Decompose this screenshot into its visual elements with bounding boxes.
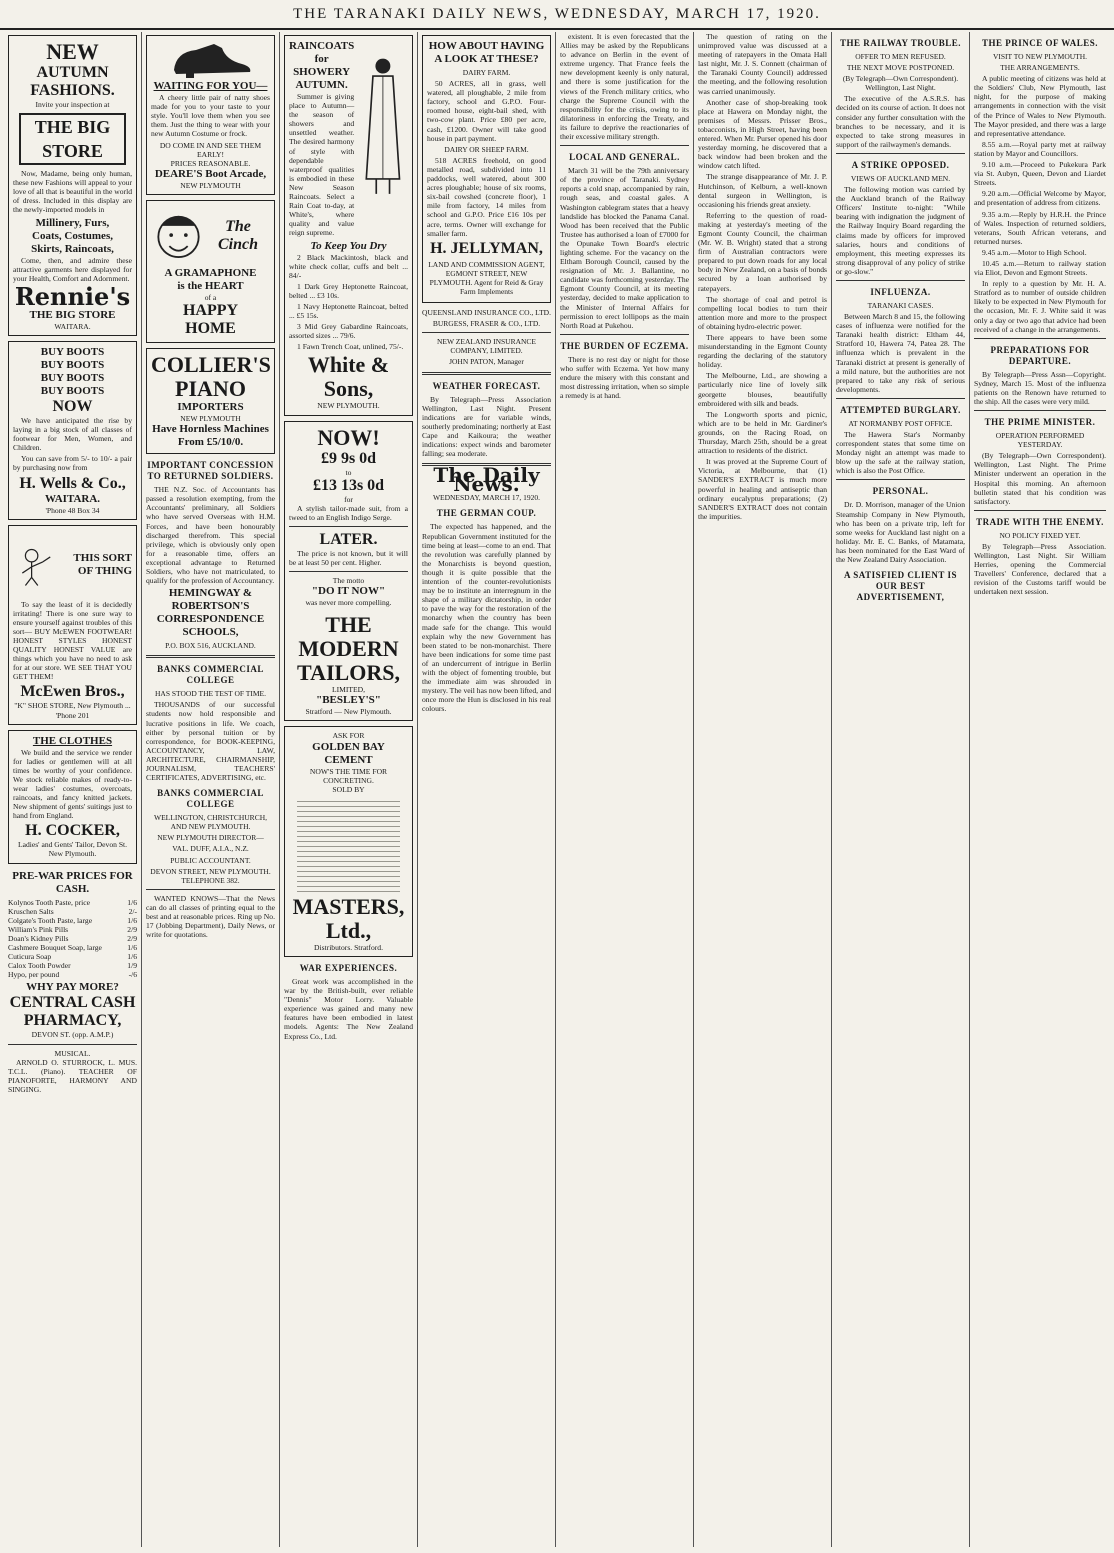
buy-line-2: BUY BOOTS [40, 358, 105, 371]
column-8 [970, 32, 1110, 1547]
modern-tailors-name: THE MODERN TAILORS, [297, 612, 400, 686]
price-row: Kolynos Tooth Paste, price 1/6 [8, 897, 137, 907]
prince-sub-1: VISIT TO NEW PLYMOUTH. [992, 52, 1088, 61]
deares-ad [146, 35, 275, 195]
modern-limited: LIMITED, [331, 685, 366, 695]
gramophone-ad: The Cinch A GRAMAPHONE is the HEART of a HAPPY HOME [146, 200, 275, 343]
weather-body: By Telegraph—Press Association Wellington, Last Night. Present indications are for variable winds, southerly predominating; northerly at East Cape and Kaikoura; the weather indications: expect winds and barometer falling; sea moderate. [422, 394, 551, 459]
price-low: £9 9s 0d [320, 449, 377, 467]
wells-ad [8, 341, 137, 520]
colliers-importers: IMPORTERS [177, 401, 244, 414]
waiting-heading: WAITING FOR YOU— [153, 80, 268, 93]
dry-item: 3 Mid Grey Gabardine Raincoats, assorted sizes ... 79/6. [289, 322, 408, 341]
thing-heading: THIS SORT OF THING [73, 551, 132, 577]
big-store-logo: THE BIG STORE [19, 113, 126, 165]
prewar-heading: PRE-WAR PRICES FOR CASH. [12, 869, 133, 895]
news-paragraph: The Longworth sports and picnic, which are to be held in Mr. Gardiner's grounds, on the Racing Road, on Thursday, March 25th, should be a great attraction to residents of the district. [698, 409, 827, 456]
satisfied-client: A SATISFIED CLIENT IS OUR BEST ADVERTISEMENT, [844, 570, 957, 603]
prime-minister-sub: OPERATION PERFORMED YESTERDAY. [995, 431, 1085, 450]
clothes-body: We build and the service we render for ladies or gentlemen will at all times be worthy of your confidence. We stock reliable makes of ready-to-wear ladies' costumes, overcoats, raincoats, and fancy knitted jackets. New shipment of gents' suitings just to hand from England. [13, 747, 132, 821]
ad-heading-fashions: FASHIONS. [30, 82, 115, 99]
banks-stood: HAS STOOD THE TEST OF TIME. [155, 689, 266, 699]
gramophone-home: HOME [185, 320, 236, 338]
burglary-body: The Hawera Star's Normanby correspondent states that some time on Monday night an attempt was made to blow up the safe at the railway station, which is also the Post Office. [836, 430, 965, 476]
cocker-ad [8, 730, 137, 864]
gramophone-line-2: is the HEART [177, 279, 244, 292]
price-row: Doan's Kidney Pills 2/9 [8, 933, 137, 943]
programme-item: 9.45 a.m.—Motor to High School. [982, 247, 1087, 257]
strike-body: The following motion was carried by the Auckland branch of the Railway Officers' Institute to-night: "While bearing with indignation the judgment of the Railway Inquiry Board regarding the claims made by officers for improved salaries, hours and conditions of employment, this meeting expresses its strong disapproval of any policy of strike or go-slow." [836, 185, 965, 276]
railway-sub-2: THE NEXT MOVE POSTPONED. [846, 63, 955, 73]
sanders-extract: It was proved at the Supreme Court of Victoria, at Melbourne, that (1) SANDER'S EXTRACT is much more powerful in healing and antiseptic than ordinary eucalyptus preparations; (2) SANDER'S EXTRACT does not contain the impurities. [698, 457, 827, 521]
queensland-insurance: QUEENSLAND INSURANCE CO., LTD. [422, 308, 551, 318]
colliers-piano: PIANO [175, 376, 246, 402]
banks-val: VAL. DUFF, A.I.A., N.Z. [172, 844, 249, 854]
man-face-illustration [151, 205, 206, 267]
ad-line-1: Millinery, Furs, [35, 216, 110, 229]
golden-bay-ad [284, 726, 413, 956]
whites-ad [284, 35, 413, 416]
rennies-sub: THE BIG STORE [29, 308, 116, 321]
banks-heading-1: BANKS COMMERCIAL COLLEGE [157, 664, 264, 686]
colliers-body: Have Hornless Machines From £5/10/0. [152, 423, 269, 449]
preparations-body: By Telegraph—Press Assn—Copyright. Sydney, March 15. Most of the influenza patients on the Renown have returned to the ship. All the cases were very mild. [974, 369, 1106, 406]
masters-sub: Distributors. Stratford. [314, 942, 383, 952]
jellyman-name: H. JELLYMAN, [430, 239, 543, 257]
golden-bay-name: GOLDEN BAY CEMENT [312, 740, 385, 766]
colliers-town: NEW PLYMOUTH [180, 414, 241, 424]
now-heading: NOW! [317, 424, 380, 450]
nz-insurance: NEW ZEALAND INSURANCE COMPANY, LIMITED. [436, 337, 537, 356]
prince-reply: In reply to a question by Mr. H. A. Stratford as to number of outside children likely to be expected in New Plymouth for the occasion, Mr. F. J. White said it was only a day or two ago that advice had been received of a change in the arrangements. [974, 279, 1106, 334]
strike-heading: A STRIKE OPPOSED. [851, 159, 950, 170]
ask-for: ASK FOR [332, 731, 365, 741]
ad-come: Come, then, and admire these attractive garments here displayed for your Health, Comfort and Adornment. [13, 255, 132, 283]
wells-name: H. Wells & Co., [19, 474, 126, 492]
buy-line-1: BUY BOOTS [40, 345, 105, 358]
dairy-body: 50 ACRES, all in grass, well watered, all ploughable, 2 mile from factory, school and G.P.O. Four-roomed house, eight-bail shed, with two-cow plant. Price £80 per acre, cash, £1200. Owner will take good house in part payment. [427, 79, 546, 143]
trade-heading: TRADE WITH THE ENEMY. [976, 516, 1104, 527]
war-experiences-body: Great work was accomplished in the war by the British-built, ever reliable "Dennis" Motor Lorry. Valuable experience was gained and many new features have been embodied in latest models. Agents: The New Zealand Express Co., Ltd. [284, 976, 413, 1041]
prince-heading: THE PRINCE OF WALES. [981, 38, 1099, 48]
mcewen-name: McEwen Bros., [20, 683, 125, 701]
why-pay-more: WHY PAY MORE? [26, 981, 119, 994]
wells-anticipated: We have anticipated the rise by laying in a big stock of all classes of footwear for Men, Women, and Children. [13, 415, 132, 453]
sheep-heading: DAIRY OR SHEEP FARM. [444, 144, 529, 154]
do-it-now: "DO IT NOW" [311, 585, 386, 598]
banks-director: NEW PLYMOUTH DIRECTOR— [157, 833, 264, 843]
thing-body: To say the least of it is decidedly irritating! There is one sure way to ensure yourself against troubles of this sort— BUY McEWEN FOOTWEAR! HONEST STYLES HONEST QUALITY HONEST VALUE are things which you have no need to ask for at our store. WE SEE THAT YOU GET THEM! [13, 599, 132, 682]
column-2 [142, 32, 280, 1547]
buy-now: NOW [52, 397, 93, 415]
wanted-notice: WANTED KNOWS—That the News can do all classes of printing equal to the best and at reasonable prices. Ring up No. 17 (Jobbing Department), Daily News, or write for quotations. [146, 893, 275, 940]
prince-body: A public meeting of citizens was held at the Soldiers' Club, New Plymouth, last night, for the purpose of making arrangements in connection with the visit of the Prince of Wales to New Plymouth. The Mayor presided, and there was a large and representative attendance. [974, 74, 1106, 138]
raincoats-heading: RAINCOATS for SHOWERY AUTUMN. [289, 40, 355, 91]
gramophone-happy: HAPPY [182, 302, 239, 320]
wells-save: You can save from 5/- to 10/- a pair by purchasing now from [13, 454, 132, 473]
dry-item: 1 Navy Heptonette Raincoat, belted ... £5 15s. [289, 301, 408, 321]
trade-body: By Telegraph—Press Association. Wellington, Last Night. Sir William Herries, opening the Commercial Travellers' Conference, declared that a revision of the Customs tariff would be undertaken next session. [974, 541, 1106, 597]
price-row: Hypo, per pound -/6 [8, 970, 137, 980]
banks-towns: WELLINGTON, CHRISTCHURCH, AND NEW PLYMOUTH. [154, 813, 267, 832]
programme-item: 9.20 a.m.—Official Welcome by Mayor, and presentation of address from citizens. [974, 189, 1106, 208]
cocker-sub: Ladies' and Gents' Tailor, Devon St. New Plymouth. [17, 840, 128, 859]
gramophone-line-1: A GRAMAPHONE [164, 266, 257, 279]
rennies-ad [8, 35, 137, 336]
dry-item: 1 Fawn Trench Coat, unlined, 75/-. [297, 342, 404, 352]
price-row: Kruschen Salts 2/- [8, 906, 137, 916]
railway-telegraph: (By Telegraph—Own Correspondent). Wellington, Last Night. [842, 74, 959, 93]
deares-town: NEW PLYMOUTH [180, 180, 241, 190]
banks-devon: DEVON STREET, NEW PLYMOUTH. TELEPHONE 382. [150, 866, 271, 885]
raincoat-figure-illustration [358, 40, 408, 210]
ad-line-2: Coats, Costumes, [32, 229, 113, 242]
banks-heading-2: BANKS COMMERCIAL COLLEGE [157, 788, 264, 810]
besleys: "BESLEY'S" [316, 694, 381, 707]
rennies-logo: Rennie's [14, 281, 131, 311]
cocker-name: H. COCKER, [25, 822, 120, 840]
burglary-sub: AT NORMANBY POST OFFICE. [848, 418, 953, 428]
gramophone-line-3: of a [204, 292, 217, 302]
daily-news-date: WEDNESDAY, MARCH 17, 1920. [432, 493, 541, 503]
war-experiences-heading: WAR EXPERIENCES. [299, 962, 398, 973]
wells-town: WAITARA. [44, 492, 101, 505]
rennies-town: WAITARA. [54, 321, 91, 331]
influenza-body: Between March 8 and 15, the following cases of influenza were notified for the Taranaki health district: Eltham 44, Stratford 10, Hawera 74, Patea 28. The influenza which is prevalent in the Taranaki district at present is generally of a mild nature, but the authorities are not prepared to take any risk of serious developments. [836, 312, 965, 394]
price-for: for [344, 494, 353, 504]
burglary-heading: ATTEMPTED BURGLARY. [840, 404, 961, 415]
modern-stratford: Stratford — New Plymouth. [305, 707, 392, 717]
price-row: Calox Tooth Powder 1/9 [8, 961, 137, 971]
waiting-body: A cheery little pair of natty shoes made for you to your taste to your style. You'll love them when you see them. Just the thing to wear with your new Autumn Costume or frock. [151, 93, 270, 139]
jellyman-ad [422, 35, 551, 303]
programme-item: 8.55 a.m.—Royal party met at railway station by Mayor and Councillors. [974, 139, 1106, 158]
banks-public: PUBLIC ACCOUNTANT. [170, 855, 251, 865]
ad-body: Now, Madame, being only human, these new Fashions will appeal to your love of all that is beautiful in the world of dress. Included in this display are the newly-imported models in [13, 169, 132, 215]
ad-line-3: Skirts, Raincoats, [31, 242, 114, 255]
local-general-heading: LOCAL AND GENERAL. [569, 152, 680, 163]
price-row: William's Pink Pills 2/9 [8, 924, 137, 934]
later-heading: LATER. [319, 530, 378, 548]
deares-name: DEARE'S Boot Arcade, [154, 167, 267, 180]
shoe-illustration [166, 40, 256, 78]
jellyman-sub: LAND AND COMMISSION AGENT, EGMONT STREET, NEW PLYMOUTH. Agent for Reid & Gray Farm Implements [428, 259, 545, 296]
influenza-sub: TARANAKI CASES. [867, 300, 934, 310]
price-row: Colgate's Tooth Paste, large 1/6 [8, 915, 137, 925]
raincoats-body: Summer is giving place to Autumn— the season of showers and unsettled weather. The desired harmony of style with dependable waterproof qualities is embodied in these New Season Raincoats. Select a Rain Coat to-day, at White's, where quality and value reign supreme. [289, 92, 355, 238]
whites-town: NEW PLYMOUTH. [317, 401, 380, 411]
preparations-heading: PREPARATIONS FOR DEPARTURE. [990, 344, 1090, 366]
sold-by: SOLD BY [332, 784, 365, 794]
concession-body: THE N.Z. Soc. of Accountants has passed a resolution exempting, from the Accountants' preliminary, all Soldiers who have served Overseas with H.M. Forces, and have been honourably discharged therefrom. This special privilege, which is obviously only open for a reasonable time, offers an exceptional advantage to Returned Soldiers, who have not matriculated, to qualify for the profession of Accountancy. [146, 485, 275, 586]
clothes-heading: THE CLOTHES [32, 734, 113, 747]
hemingway-name: HEMINGWAY & ROBERTSON'S CORRESPONDENCE SCHOOLS, [156, 587, 265, 639]
strike-sub: VIEWS OF AUCKLAND MEN. [850, 173, 951, 183]
news-paragraph: Referring to the question of road-making at yesterday's meeting of the Egmont County Council, the chairman (Mr. W. B. Wright) stated that a strong firm of Australian contractors were prepared to put down roads for any local body in New Zealand, on a basis of bonds secured by a loan authorised by ratepayers. [698, 210, 827, 293]
do-come: DO COME IN AND SEE THEM EARLY! [159, 140, 262, 159]
german-coup-heading: THE GERMAN COUP. [436, 508, 537, 519]
column-3 [280, 32, 418, 1547]
teacher-notice: ARNOLD O. STURROCK, L. MUS. T.C.L. (Piano). TEACHER OF PIANOFORTE, HARMONY AND SINGING. [8, 1057, 137, 1094]
sheep-body: 518 ACRES freehold, on good metalled road, subdivided into 11 paddocks, well watered, about 300 acres ploughable; house of six rooms, six-bail cowshed (concrete floor), 1 mile from factory, 14 miles from school and G.P.O. Price £16 10s per acre, terms. Owner will exchange for smaller farm. [427, 155, 546, 238]
dry-item: 2 Black Mackintosh, black and white check collar, cuffs and belt ... 84/- [289, 252, 408, 280]
german-coup-body: The expected has happened, and the Republican Government instituted for the time being at least—come to an end. That the revolution was carefully planned by the Monarchists is beyond question, though it is quite possible that the intention of the counter-revolutionists may be to institute an interregnum in the shape of a military dictatorship, in order to pave the way for the restoration of the monarchy when the country has been made safe for the change. This would explain why the new Government has been stated to be non-monarchist. There have been indications for some time past of an undercurrent of intrigue in Berlin with the object of fomenting trouble, but the immediate aim was shrouded in mystery. The veil has now been lifted, and once more the Hun is disclosed in his real colours. [422, 522, 551, 714]
central-address: DEVON ST. (opp. A.M.P.) [31, 1030, 114, 1040]
later-body: The price is not known, but it will be at least 50 per cent. Higher. [289, 548, 408, 567]
mcewen-sub: "K" SHOE STORE, New Plymouth ... 'Phone 201 [14, 701, 131, 720]
ad-heading-autumn: AUTUMN [36, 64, 109, 81]
musical-heading: MUSICAL. [54, 1048, 91, 1058]
influenza-heading: INFLUENZA. [870, 286, 931, 297]
stylish-suit: A stylish tailor-made suit, from a tweed to an English Indigo Serge. [289, 503, 408, 522]
colliers-name: COLLIER'S [151, 352, 271, 378]
column-5 [556, 32, 694, 1547]
news-paragraph: The shortage of coal and petrol is compelling local bodies to turn their attention more and more to the prospect of obtaining hydro-electric power. [698, 294, 827, 331]
whites-name: White & Sons, [307, 352, 390, 402]
mcewen-ad [8, 525, 137, 725]
coup-continued: existent. It is even forecasted that the Allies may be asked by the Republicans to advance on Berlin in the event of extreme urgency. That France feels the new development keenly is only natural, and there is some justification for the views of the French military critics, who charge the Supreme Council with the responsibility for the crisis, owing to its dilatoriness in enforcing the Treaty, and its failure to deprive the reactionaries of their excessive military strength. [560, 32, 689, 142]
price-list [8, 898, 137, 980]
price-row: Cashmere Bouquet Soap, large 1/6 [8, 943, 137, 953]
modern-tailors-ad [284, 421, 413, 722]
prime-minister-body: (By Telegraph—Own Correspondent). Wellington, Last Night. The Prime Minister underwent an operation in the Hospital this morning. An afternoon bulletin stated that his condition was satisfactory. [974, 451, 1106, 506]
how-about-heading: HOW ABOUT HAVING A LOOK AT THESE? [428, 40, 545, 65]
railway-body: The executive of the A.S.R.S. has decided on its course of action. It does not consider any further consultation with the branches to be necessary, and it is expected to take strong measures in support of the railwaymen's demands. [836, 94, 965, 149]
buy-line-3: BUY BOOTS [40, 371, 105, 384]
colliers-ad [146, 348, 275, 454]
motto-label: The motto [332, 576, 365, 586]
hemingway-sub: P.O. BOX 516, AUCKLAND. [165, 641, 256, 651]
news-paragraph: There appears to have been some misunderstanding in the Egmont County regarding the declaring of the statutory holiday. [698, 333, 827, 370]
programme-item: 10.45 a.m.—Return to railway station via Eliot, Devon and Egmont Streets. [974, 258, 1106, 278]
price-high: £13 13s 0d [312, 476, 385, 494]
railway-heading: THE RAILWAY TROUBLE. [839, 38, 962, 48]
column-4 [418, 32, 556, 1547]
daily-news-title: The Daily News. [433, 463, 540, 497]
personal-body: Dr. D. Morrison, manager of the Union Steamship Company in New Plymouth, who has been on a private trip, left for some weeks for Auckland last night on a holiday. Mr. E. C. Banks, of Matamata, has been nominated for the East Ward of the New Zealand Dairy Association. [836, 500, 965, 565]
column-7 [832, 32, 970, 1547]
dairy-heading: DAIRY FARM. [462, 68, 511, 77]
news-paragraph: The Melbourne, Ltd., are showing a particularly nice line of lovely silk georgette blouses, beautifully embroidered with silk and beads. [698, 371, 827, 408]
local-general-body: March 31 will be the 79th anniversary of the province of Taranaki. Sydney reports a cold snap, accompanied by rain, rough seas, and coastal gales. A Washington cablegram states that a heavy landslide has blocked the Panama Canal. Wood has been received that the Public Trustee has authorised a loan of £7000 for the Opunake Town Board's electric lighting scheme. For the vacancy on the Eltham Borough Council, caused by the resignation of Mr. J. Ballantine, no candidate was forthcoming yesterday. The Egmont County Council, at its meeting yesterday, decided to make application to the Minister of Internal Affairs for permission to erect lollipops as the main North Road at Pukehou. [560, 166, 689, 330]
ad-invite: Invite your inspection at [35, 100, 110, 109]
banks-body: THOUSANDS of our successful students now hold responsible and lucrative positions in life. We coach, either by personal tuition or by correspondence, for BOOK-KEEPING, ACCOUNTANCY, LAW, ARCHITECTURE, CHAIRMANSHIP, JOURNALISM, TEACHERS' CERTIFICATES, ADVERTISING, etc. [146, 700, 275, 783]
ad-heading-new: NEW [46, 39, 99, 64]
masthead: THE TARANAKI DAILY NEWS, WEDNESDAY, MARCH 17, 1920. [0, 0, 1114, 30]
prime-minister-heading: THE PRIME MINISTER. [984, 417, 1096, 428]
railway-sub-1: OFFER TO MEN REFUSED. [855, 52, 946, 61]
motto-body: was never more compelling. [305, 598, 392, 608]
wells-phone: 'Phone 48 Box 34 [45, 505, 100, 515]
eczema-heading: THE BURDEN OF ECZEMA. [560, 340, 689, 351]
news-paragraph: The question of rating on the unimproved value was discussed at a meeting of ratepayers in the Omata Hall last night, Mr. J. S. Connett (chairman of the Taranaki County Council) addressed the meeting, and the following resolution was carried unanimously. [698, 32, 827, 96]
programme-item: 9.35 a.m.—Reply by H.R.H. the Prince of Wales. Inspection of returned soldiers, veterans, South African veterans, and returned nurses. [974, 209, 1106, 246]
prices-reasonable: PRICES REASONABLE. [170, 158, 251, 168]
masters-name: MASTERS, Ltd., [292, 893, 405, 943]
dry-item: 1 Dark Grey Heptonette Raincoat, belted ... £3 10s. [289, 281, 408, 300]
news-paragraph: Another case of shop-breaking took place at Hawera on Monday night, the premises of Messrs. Prisser Bros., tobacconists, in High Street, having been entered. When Mr. Purser opened his door yesterday morning, he discovered that a back window had been broken and the window catch lifted. [698, 97, 827, 171]
personal-heading: PERSONAL. [872, 486, 929, 497]
programme-item: 9.10 a.m.—Proceed to Pukekura Park via St. Aubyn, Queen, Devon and Liardet Streets. [974, 160, 1106, 188]
keep-dry-heading: To Keep You Dry [310, 239, 387, 252]
concreting: NOW'S THE TIME FOR CONCRETING. [309, 766, 388, 785]
column-1 [4, 32, 142, 1547]
price-to: to [345, 467, 352, 477]
eczema-body: There is no rest day or night for those who suffer with Eczema. Yet how many endure the misery with this constant and most distressing irritation, when so simple a remedy is at hand. [560, 354, 689, 401]
burgess-fraser: BURGESS, FRASER & CO., LTD. [432, 319, 541, 329]
central-pharmacy: CENTRAL CASH PHARMACY, [9, 994, 136, 1030]
column-6 [694, 32, 832, 1547]
price-row: Cuticura Soap 1/6 [8, 952, 137, 962]
weather-heading: WEATHER FORECAST. [432, 380, 541, 391]
trade-sub: NO POLICY FIXED YET. [999, 530, 1081, 540]
prince-sub-2: THE ARRANGEMENTS. [1000, 63, 1080, 73]
concession-heading: IMPORTANT CONCESSION TO RETURNED SOLDIERS. [147, 460, 274, 482]
paton: JOHN PATON, Manager [449, 357, 524, 367]
irritated-man-illustration [13, 530, 56, 600]
buy-line-4: BUY BOOTS [40, 384, 105, 397]
news-paragraph: The strange disappearance of Mr. J. P. Hutchinson, of Kelburn, a well-known dental surgeon in Wellington, is occasioning his friends great anxiety. [698, 172, 827, 209]
